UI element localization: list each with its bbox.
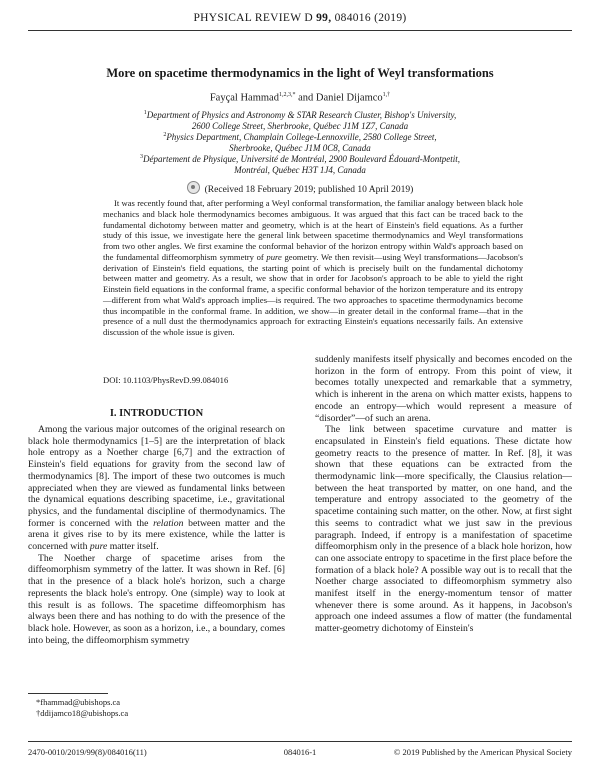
doi-link[interactable]: DOI: 10.1103/PhysRevD.99.084016 <box>103 375 229 385</box>
abstract-text: It was recently found that, after performing a Weyl conformal transformation, the familiar analogy between black hole mechanics and black hole thermodynamics becomes ambiguous. It was argued that this fact can be traced back to the fundamental dichotomy between matter and geometry, which is at the heart of Einstein's field equations. As a further study of this issue, we investigate here the general link between spacetime thermodynamics and Weyl transformations from two other angles. We first examine the conformal behavior of the horizon entropy within Wald's approach based on the fundamental diffeomorphism symmetry of <box>103 198 523 262</box>
footer-page-number: 084016-1 <box>283 747 317 757</box>
abstract <box>103 198 523 338</box>
body-column-right <box>315 354 572 635</box>
paragraph <box>28 424 285 553</box>
abstract-text: geometry. We then revisit—using Weyl transformations—Jacobson's derivation of Einstein's field equations, the starting point of which is precisely built on the fundamental dichotomy between matter and geometry. As a result, we show that in order for Jacobson's approach to be able to yield the right Einstein field equations in the conformal frame, a specific conformal behavior of the horizon temperature and its entropy—different from what Wald's approach implies—is required. The two approaches to spacetime thermodynamics become thus incompatible in the conformal frame. In addition, we show—in greater detail in the conformal frame—that in the presence of a null dust the thermodynamics approach for extracting Einstein's equations necessarily fails. An extensive discussion of the whole issue is given. <box>103 251 523 337</box>
check-for-updates-icon[interactable] <box>187 181 200 194</box>
author-affiliation-marker: 1,2,3,* <box>278 92 296 98</box>
affiliation-number: 2 <box>163 132 167 138</box>
paragraph-text: between matter and the arena it gives rise to by its mere existence, while the latter is concerned with <box>28 517 285 553</box>
affiliation-line: Montréal, Québec H3T 1J4, Canada <box>234 165 366 175</box>
paragraph-text: matter itself. <box>107 541 159 553</box>
affiliation-line: Physics Department, Champlain College-Lennoxville, 2580 College Street, <box>166 132 437 142</box>
section-heading: I. INTRODUCTION <box>109 408 204 419</box>
author-name: Daniel Dijamco <box>315 92 383 104</box>
footer-rule <box>28 741 572 742</box>
affiliation <box>100 130 500 154</box>
paragraph: The link between spacetime curvature and matter is encapsulated in Einstein's field equations. These dictate how geometry reacts to the presence of matter. In Ref. [8], it was shown that these equations can be extracted from the thermodynamic link—more specifically, the Clausius relation—between the heat transported by matter, on one hand, and the temperature and entropy associated to the geometry of the spacetime containing such matter, on the other. Now, at first sight this seems to contradict what we just saw in the previous paragraph. Indeed, if entropy is a manifestation of spacetime diffeomorphism only in the presence of a black hole horizon, how can one associate entropy to spacetime in the first place before the formation of a black hole? A possible way out is to recall that the Noether charge associated to diffeomorphism symmetry also manifest itself in the energy-momentum tensor of matter whenever there is some around. As it happens, in Jacobson's approach one indeed assumes a flow of matter (the fundamental matter-geometry dichotomy of Einstein's <box>315 424 572 635</box>
affiliation-number: 3 <box>139 154 143 160</box>
journal-article-id: 084016 (2019) <box>334 12 407 24</box>
footer-issn: 2470-0010/2019/99(8)/084016(11) <box>28 747 147 757</box>
received-text: (Received 18 February 2019; published 10 April 2019) <box>204 185 414 195</box>
footer-copyright: © 2019 Published by the American Physical Society <box>393 747 572 757</box>
journal-header <box>0 12 600 24</box>
header-rule <box>28 30 572 31</box>
body-column-left <box>28 424 285 646</box>
author-name: Fayçal Hammad <box>209 92 279 104</box>
affiliation-line: Département de Physique, Université de Montréal, 2900 Boulevard Édouard-Montpetit, <box>142 154 460 164</box>
author-list <box>28 92 572 104</box>
journal-volume: 99, <box>316 12 332 24</box>
abstract-emphasis: pure <box>266 251 282 262</box>
paper-title: More on spacetime thermodynamics in the light of Weyl transformations <box>106 66 494 80</box>
footnotes <box>36 697 128 718</box>
affiliation-line: Sherbrooke, Québec J1M 0C8, Canada <box>229 143 371 153</box>
emphasis: pure <box>89 541 108 553</box>
affiliation-line: Department of Physics and Astronomy & STAR Research Cluster, Bishop's University, <box>146 110 457 120</box>
footnote-email[interactable]: *fhammad@ubishops.ca <box>36 697 121 707</box>
footnote-email[interactable]: †ddijamco18@ubishops.ca <box>36 707 129 718</box>
affiliation-number: 1 <box>143 110 147 116</box>
affiliation <box>100 108 500 132</box>
paragraph-text: Among the various major outcomes of the original research on black hole thermodynamics [1–5] are the interpretation of black hole entropy as a Noether charge [6,7] and the extraction of Einstein's field equations for gravity from the second law of thermodynamics [8]. The import of these two outcomes is much appreciated when they are viewed as fundamental links between the dynamical equations describing spacetime, i.e., gravitational physics, and the fundamental discipline of thermodynamics. The former is concerned with the <box>28 424 285 529</box>
author-affiliation-marker: 1,† <box>382 92 391 98</box>
doi <box>103 375 228 385</box>
paragraph: The Noether charge of spacetime arises from the diffeomorphism symmetry of the latter. It was shown in Ref. [6] that in the presence of a black hole's horizon, such a charge represents the black hole's entropy. One (simple) way to look at this result is as follows. The spacetime diffeomorphism has always been there and has nothing to do with the presence of the black hole. However, as soon as a horizon, i.e., a boundary, comes into being, the diffeomorphism symmetry <box>28 552 285 646</box>
footnote-rule <box>28 693 108 694</box>
paragraph: suddenly manifests itself physically and becomes encoded on the horizon in the form of entropy. From this point of view, it becomes totally unexpected and remarkable that a symmetry, which is inherent in the arena on which matter exists, happens to encode an entropy—which would represent a measure of “disorder”—of such an arena. <box>315 354 572 424</box>
affiliation-line: 2600 College Street, Sherbrooke, Québec J1M 1Z7, Canada <box>191 121 409 131</box>
journal-name: PHYSICAL REVIEW D <box>193 12 313 24</box>
affiliation <box>100 152 500 176</box>
author-conjunction: and <box>298 92 314 104</box>
received-dates <box>28 181 572 195</box>
emphasis: relation <box>153 517 184 529</box>
